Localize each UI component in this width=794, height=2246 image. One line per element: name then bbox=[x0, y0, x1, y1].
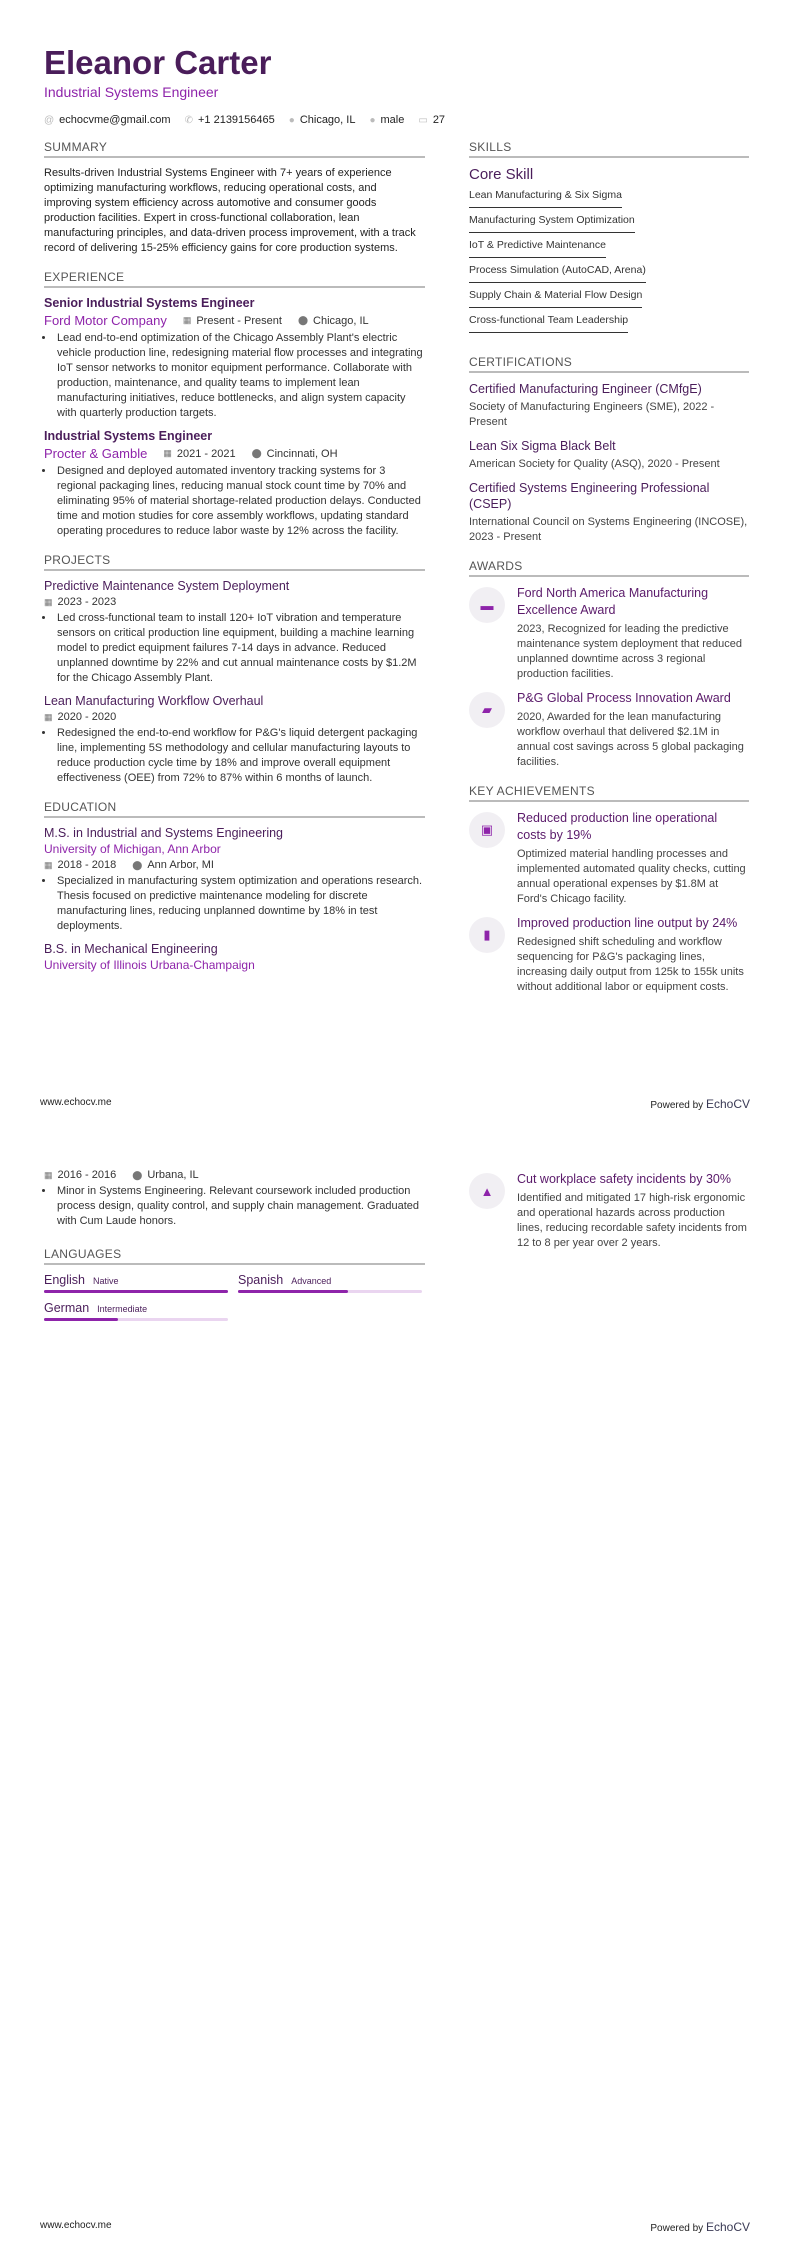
location-icon: ⬤ bbox=[297, 315, 309, 325]
section-heading-skills: SKILLS bbox=[469, 140, 749, 158]
page-footer bbox=[40, 1097, 750, 1111]
location-icon: ⬤ bbox=[251, 448, 262, 458]
section-heading-languages: LANGUAGES bbox=[44, 1247, 425, 1265]
cert-name: Certified Systems Engineering Professional (CSEP) bbox=[469, 481, 710, 511]
project-dates: 2023 - 2023 bbox=[57, 596, 117, 608]
section-heading-achievements: KEY ACHIEVEMENTS bbox=[469, 784, 749, 802]
location-icon: ⬤ bbox=[132, 859, 143, 870]
calendar-icon: ▦ bbox=[44, 596, 53, 607]
experience-item bbox=[44, 429, 425, 539]
footer-site[interactable]: www.echocv.me bbox=[40, 2220, 112, 2231]
achievement-detail: Optimized material handling processes and implemented automated quality checks, cutting annual operational expenses by $1.8M at Ford's Chicago facility. bbox=[517, 848, 746, 905]
calendar-icon: ▦ bbox=[44, 711, 53, 722]
skill-item: Manufacturing System Optimization bbox=[469, 210, 635, 233]
education-item bbox=[44, 942, 425, 972]
edu-dates: 2018 - 2018 bbox=[57, 859, 117, 871]
language-bar-fill bbox=[238, 1290, 348, 1293]
contact-phone[interactable]: +1 2139156465 bbox=[197, 114, 275, 126]
award-title: Ford North America Manufacturing Excellence Award bbox=[517, 586, 709, 617]
contact-row bbox=[44, 114, 750, 126]
language-bar-fill bbox=[44, 1290, 228, 1293]
skill-item: IoT & Predictive Maintenance bbox=[469, 235, 606, 258]
achievement-item bbox=[469, 915, 749, 995]
project-dates: 2020 - 2020 bbox=[57, 711, 117, 723]
education-item bbox=[44, 826, 425, 934]
language-name: English bbox=[44, 1273, 85, 1287]
edu-bullet: • Minor in Systems Engineering. Relevant coursework included production process design, quality control, and supply chain management. Graduated with Cum Laude honors. bbox=[55, 1184, 425, 1229]
graduation-cap-icon: ▲ bbox=[469, 1173, 505, 1209]
skill-item: Process Simulation (AutoCAD, Arena) bbox=[469, 260, 646, 283]
language-level: Native bbox=[93, 1276, 119, 1286]
resume-page-2 bbox=[0, 1123, 794, 2246]
job-role: Senior Industrial Systems Engineer bbox=[44, 296, 255, 310]
location-icon: ● bbox=[288, 114, 295, 126]
at-icon: @ bbox=[44, 114, 55, 126]
language-item bbox=[238, 1273, 422, 1293]
section-heading-experience: EXPERIENCE bbox=[44, 270, 425, 288]
file-check-icon: ▮ bbox=[469, 917, 505, 953]
edu-bullet: • Specialized in manufacturing system optimization and operations research. Thesis focused on predictive maintenance modeling for discrete manufacturing lines, reducing unplanned downtime by 18% in test deployments. bbox=[55, 874, 425, 934]
job-bullet: • Designed and deployed automated inventory tracking systems for 3 regional packaging lines, reducing manual stock count time by 70% and eliminating 95% of material shortage-related production delays. Conducted time and motion studies for core assembly workflows, updating standard operating procedures to reduce labor waste by 12% across the facility. bbox=[55, 464, 425, 539]
edu-dates: 2016 - 2016 bbox=[57, 1169, 117, 1181]
contact-gender: male bbox=[380, 114, 405, 126]
job-location: Cincinnati, OH bbox=[266, 447, 338, 460]
calendar-icon: ▦ bbox=[182, 315, 192, 325]
achievement-item bbox=[469, 810, 749, 907]
language-level: Advanced bbox=[291, 1276, 332, 1286]
achievement-title: Cut workplace safety incidents by 30% bbox=[517, 1172, 731, 1186]
footer-site[interactable]: www.echocv.me bbox=[40, 1097, 112, 1108]
language-bar bbox=[44, 1290, 228, 1293]
cert-name: Lean Six Sigma Black Belt bbox=[469, 439, 616, 453]
calendar-icon: ▦ bbox=[163, 448, 172, 458]
cert-detail: American Society for Quality (ASQ), 2020 - Present bbox=[469, 458, 720, 470]
footer-powered: Powered by bbox=[650, 1100, 704, 1111]
achievement-item bbox=[469, 1171, 749, 1251]
cert-detail: Society of Manufacturing Engineers (SME), 2022 - Present bbox=[469, 401, 715, 428]
section-heading-projects: PROJECTS bbox=[44, 553, 425, 571]
location-icon: ⬤ bbox=[132, 1169, 143, 1180]
candidate-name: Eleanor Carter bbox=[44, 44, 272, 81]
page-footer bbox=[40, 2220, 750, 2234]
award-title: P&G Global Process Innovation Award bbox=[517, 691, 731, 705]
company: Ford Motor Company bbox=[44, 313, 167, 328]
section-heading-education: EDUCATION bbox=[44, 800, 425, 818]
skill-item: Supply Chain & Material Flow Design bbox=[469, 285, 642, 308]
skill-group-title: Core Skill bbox=[469, 166, 534, 183]
calendar-icon: ▭ bbox=[418, 114, 428, 126]
footer-brand[interactable]: EchoCV bbox=[705, 1097, 750, 1111]
project-item bbox=[44, 694, 425, 786]
cert-detail: International Council on Systems Engineering (INCOSE), 2023 - Present bbox=[469, 516, 748, 543]
calendar-icon: ▦ bbox=[44, 859, 53, 870]
language-item bbox=[44, 1273, 228, 1293]
award-detail: 2020, Awarded for the lean manufacturing workflow overhaul that delivered $2.1M in annual cost savings across 5 global packaging facilities. bbox=[517, 711, 744, 768]
project-bullet: • Redesigned the end-to-end workflow for P&G's liquid detergent packaging line, implementing 5S methodology and cellular manufacturing layouts to reduce production cycle time by 18% and improve overall equipment effectiveness (OEE) from 72% to 87% within 6 months of launch. bbox=[55, 726, 425, 786]
school: University of Illinois Urbana-Champaign bbox=[44, 958, 255, 972]
summary-text: Results-driven Industrial Systems Engineer with 7+ years of experience optimizing manufacturing workflows, reducing operational costs, and improving system efficiency across automotive and consumer goods production facilities. Expert in cross-functional collaboration, lean manufacturing principles, and data-driven process improvement, with a track record of delivering 15-25% efficiency gains for core production systems. bbox=[44, 167, 416, 254]
contact-location: Chicago, IL bbox=[299, 114, 356, 126]
cert-name: Certified Manufacturing Engineer (CMfgE) bbox=[469, 382, 702, 396]
project-name: Lean Manufacturing Workflow Overhaul bbox=[44, 694, 264, 708]
footer-brand[interactable]: EchoCV bbox=[705, 2220, 750, 2234]
calendar-icon: ▦ bbox=[44, 1169, 53, 1180]
skill-item: Cross-functional Team Leadership bbox=[469, 310, 628, 333]
book-icon: ▣ bbox=[469, 812, 505, 848]
experience-item bbox=[44, 296, 425, 421]
job-dates: Present - Present bbox=[196, 314, 282, 327]
skill-item: Lean Manufacturing & Six Sigma bbox=[469, 185, 622, 208]
language-bar-fill bbox=[44, 1318, 118, 1321]
job-dates: 2021 - 2021 bbox=[176, 447, 236, 460]
edu-location: Ann Arbor, MI bbox=[147, 859, 214, 871]
person-icon: ● bbox=[369, 114, 376, 126]
language-name: Spanish bbox=[238, 1273, 284, 1287]
right-column bbox=[469, 140, 749, 995]
left-column bbox=[44, 1169, 425, 1321]
archive-icon: ▬ bbox=[469, 587, 505, 623]
language-item bbox=[44, 1301, 228, 1321]
candidate-title: Industrial Systems Engineer bbox=[44, 84, 219, 100]
project-name: Predictive Maintenance System Deployment bbox=[44, 579, 290, 593]
award-detail: 2023, Recognized for leading the predictive maintenance system deployment that reduced unplanned downtime across 3 regional production facilities. bbox=[517, 623, 743, 680]
project-bullet: • Led cross-functional team to install 120+ IoT vibration and temperature sensors on critical production line equipment, building a machine learning model to predict equipment failures 7-14 days in advance. Reduced unplanned downtime by 22% and cut annual maintenance costs by $1.2M for the Chicago Assembly Plant. bbox=[55, 611, 425, 686]
phone-icon: ✆ bbox=[184, 114, 193, 126]
section-heading-awards: AWARDS bbox=[469, 559, 749, 577]
contact-age: 27 bbox=[432, 114, 446, 126]
project-item bbox=[44, 579, 425, 686]
job-role: Industrial Systems Engineer bbox=[44, 429, 213, 443]
award-item bbox=[469, 690, 749, 770]
section-heading-summary: SUMMARY bbox=[44, 140, 425, 158]
award-item bbox=[469, 585, 749, 682]
left-column bbox=[44, 140, 425, 995]
achievement-title: Reduced production line operational costs by 19% bbox=[517, 811, 718, 842]
language-level: Intermediate bbox=[97, 1304, 148, 1314]
achievement-detail: Identified and mitigated 17 high-risk ergonomic and operational hazards across production lines, reducing recordable safety incidents from 12 to 8 per year over 2 years. bbox=[517, 1192, 747, 1249]
degree: M.S. in Industrial and Systems Engineering bbox=[44, 826, 284, 840]
achievement-detail: Redesigned shift scheduling and workflow sequencing for P&G's packaging lines, increasing daily output from 125k to 155k units without additional labor or equipment costs. bbox=[517, 936, 744, 993]
footer-powered: Powered by bbox=[650, 2223, 704, 2234]
job-bullet: • Lead end-to-end optimization of the Chicago Assembly Plant's electric vehicle production line, redesigning material flow processes and integrating IoT sensor networks to monitor equipment performance. Collaborate with production, maintenance, and quality teams to implement lean manufacturing initiatives, reduce bottlenecks, and align system capacity with quarterly production targets. bbox=[55, 331, 425, 421]
comments-icon: ▰ bbox=[469, 692, 505, 728]
section-heading-certifications: CERTIFICATIONS bbox=[469, 355, 749, 373]
achievement-title: Improved production line output by 24% bbox=[517, 916, 738, 930]
contact-email[interactable]: echocvme@gmail.com bbox=[59, 114, 171, 126]
degree: B.S. in Mechanical Engineering bbox=[44, 942, 218, 956]
right-column bbox=[469, 1169, 749, 1321]
company: Procter & Gamble bbox=[44, 446, 148, 461]
language-name: German bbox=[44, 1301, 90, 1315]
language-bar bbox=[44, 1318, 228, 1321]
school: University of Michigan, Ann Arbor bbox=[44, 842, 221, 856]
job-location: Chicago, IL bbox=[313, 314, 369, 327]
language-bar bbox=[238, 1290, 422, 1293]
edu-location: Urbana, IL bbox=[147, 1169, 199, 1181]
